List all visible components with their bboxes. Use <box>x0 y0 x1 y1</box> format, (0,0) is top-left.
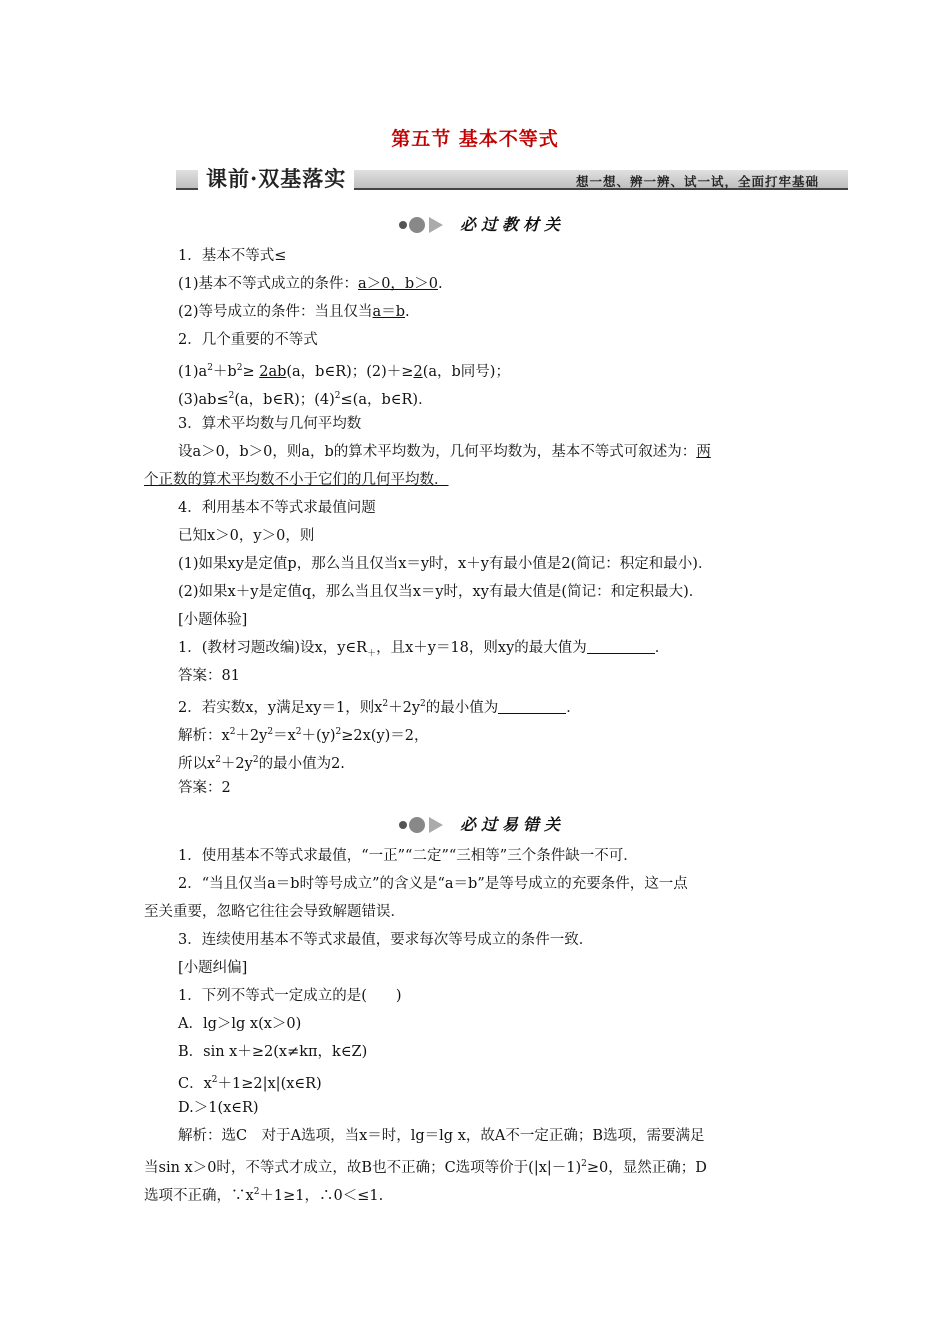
text-line: 1．(教材习题改编)设x，$y\in R_+$，且x＋y＝18，则xy的最大值为 ． <box>178 640 670 659</box>
banner-main-text: 课前·双基落实 <box>198 164 354 194</box>
text-line: 所以$x^2+2y^2$的最小值为2. <box>178 755 345 772</box>
text-line: (2)如果x＋y是定值q，那么当且仅当x＝y时，xy有最大值是(简记：和定积最大)． <box>178 584 704 600</box>
text-line: 1．基本不等式≤ <box>178 248 287 264</box>
text-line: 1．下列不等式一定成立的是( ) <box>178 988 402 1004</box>
text-line: 3．算术平均数与几何平均数 <box>178 416 362 432</box>
section-banner <box>176 164 848 196</box>
text-line: 答案：81 <box>178 668 240 684</box>
text-line: 3．连续使用基本不等式求最值，要求每次等号成立的条件一致． <box>178 932 594 948</box>
answer-blank <box>587 639 655 654</box>
text-line: (3)ab≤$^2$(a，b∈R)；$(4)^2\le(a$，b∈R)． <box>178 391 433 408</box>
option-d: D.＞1(x∈R) <box>178 1100 259 1116</box>
text-line: 个正数的算术平均数不小于它们的几何平均数． <box>144 472 449 488</box>
text-line: $(1)a^2+b^2\ge 2ab(a$，b∈R)；(2)＋≥2(a，b同号)； <box>178 363 510 380</box>
section-heading-textbook <box>0 212 950 238</box>
option-c: C．$x^2+1\ge 2|x|(x\in R)$ <box>178 1075 322 1092</box>
text-line: 2．若实数x，y满足xy＝1，则$x^2+2y^2$的最小值为 ． <box>178 699 581 716</box>
answer-blank <box>498 699 566 714</box>
text-line: [小题体验] <box>178 612 248 628</box>
text-line: 至关重要，忽略它往往会导致解题错误． <box>144 904 405 920</box>
text-line: (1)基本不等式成立的条件：a＞0，b＞0. <box>178 276 443 292</box>
text-line: 解析：选C 对于A选项，当x＝时，lg＝lg x，故A不一定正确；B选项，需要满足 <box>178 1128 705 1144</box>
text-line: 设a＞0，b＞0，则a，b的算术平均数为，几何平均数为，基本不等式可叙述为：两 <box>178 444 711 460</box>
text-line: 答案：2 <box>178 780 231 796</box>
text-line: 1．使用基本不等式求最值，“一正”“二定”“三相等”三个条件缺一不可． <box>178 848 638 864</box>
bullet-dots-icon <box>397 215 455 235</box>
section-heading-errors <box>0 812 950 838</box>
option-b: B．sin x＋≥2(x≠kπ，k∈Z) <box>178 1044 368 1060</box>
option-a: A．lg＞lg x(x＞0) <box>178 1016 302 1032</box>
text-line: 选项不正确，$\because x^2+1\ge 1$，∴0＜≤1. <box>144 1187 384 1204</box>
section-heading-label: 必过易错关 <box>460 815 566 834</box>
text-line: 已知x＞0，y＞0，则 <box>178 528 315 544</box>
text-line: 2．几个重要的不等式 <box>178 332 318 348</box>
text-line: 当sin x＞0时，不等式才成立，故B也不正确；C选项等价于$(|x|-1)^2\ge 0$，显然正确；D <box>144 1159 707 1176</box>
text-line: (1)如果xy是定值p，那么当且仅当x＝y时，x＋y有最小值是2(简记：积定和最小)． <box>178 556 713 572</box>
banner-subtitle: 想一想、辨一辨、试一试，全面打牢基础 <box>576 174 820 189</box>
text-line: (2)等号成立的条件：当且仅当a＝b. <box>178 304 410 320</box>
text-line: [小题纠偏] <box>178 960 248 976</box>
bullet-dots-icon <box>397 815 455 835</box>
section-heading-label: 必过教材关 <box>460 215 566 234</box>
page-title: 第五节 基本不等式 <box>391 128 559 150</box>
text-line: 2．“当且仅当a＝b时等号成立”的含义是“a＝b”是等号成立的充要条件，这一点 <box>178 876 688 892</box>
text-line: 4．利用基本不等式求最值问题 <box>178 500 376 516</box>
text-line: 解析：$x^2+2y^2=x^2+(y)^2\ge 2x(y)=2$， <box>178 727 429 744</box>
